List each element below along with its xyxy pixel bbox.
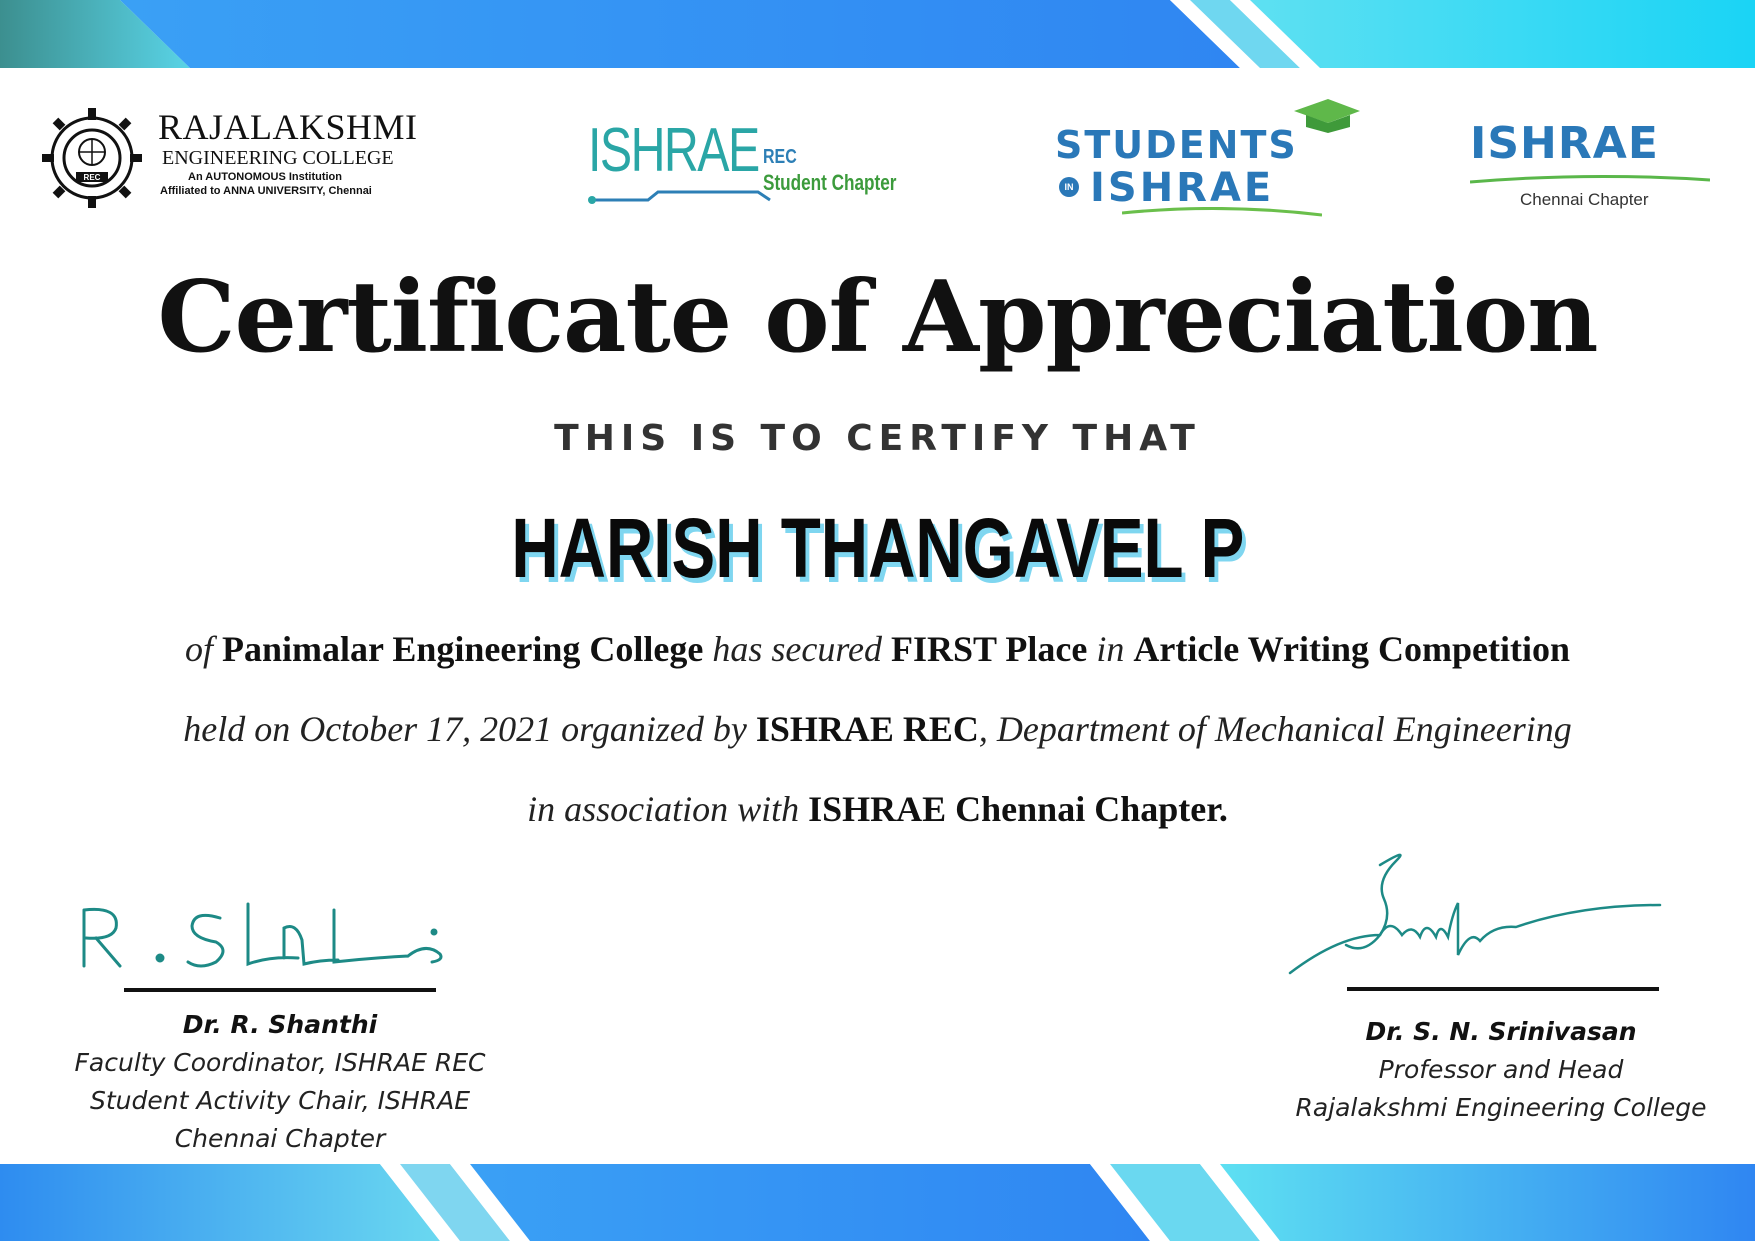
body-line-2: held on October 17, 2021 organized by ISHRAE REC, Department of Mechanical Engineering [183,709,1572,749]
left-signatory-role2: Student Activity Chair, ISHRAE [90,1086,470,1115]
ishrae-rec-logo [588,116,897,218]
body-line-3: in association with ISHRAE Chennai Chapter. [527,789,1228,829]
ishrae-rec-tag: REC [763,146,797,168]
signature-srinivasan-icon [1280,845,1720,975]
left-signatory-details [70,1006,490,1158]
swoosh-icon [1122,207,1322,221]
left-signatory-name: Dr. R. Shanthi [182,1010,378,1039]
ishrae-rec-main: ISHRAE [588,116,759,185]
right-signatory-details [1280,1013,1722,1127]
signature-line [1347,987,1659,991]
placement: FIRST Place [891,629,1088,669]
graduation-cap-icon [1292,95,1362,135]
swoosh-icon [1470,172,1710,186]
rajalakshmi-logo [40,100,418,220]
organizer: ISHRAE REC [755,709,979,749]
ishrae-chennai-main: ISHRAE [1470,118,1659,169]
rec-subtitle: ENGINEERING COLLEGE [162,147,394,169]
college-name: Panimalar Engineering College [222,629,704,669]
rec-seal-icon [40,106,144,210]
recipient-name: HARISH THANGAVEL P [511,501,1244,595]
rec-affiliation: Affiliated to ANNA UNIVERSITY, Chennai [160,185,372,197]
association: ISHRAE Chennai Chapter. [808,789,1228,829]
left-signatory-role1: Faculty Coordinator, ISHRAE REC [74,1048,486,1077]
signature-shanthi-icon [70,880,490,980]
signature-line [124,988,436,992]
rec-autonomous: An AUTONOMOUS Institution [188,171,342,183]
bottom-decorative-band [0,1164,1755,1241]
left-signatory-role3: Chennai Chapter [174,1124,386,1153]
right-signatory-name: Dr. S. N. Srinivasan [1365,1017,1637,1046]
ishrae-chennai-sub: Chennai Chapter [1520,190,1649,209]
body-line-1: of Panimalar Engineering College has secured FIRST Place in Article Writing Competition [185,629,1570,669]
event-name: Article Writing Competition [1133,629,1570,669]
left-signature-block [70,880,490,1153]
ishrae-chennai-logo [1470,118,1710,218]
top-decorative-band [0,0,1755,68]
students-line2: ISHRAE [1090,165,1275,211]
students-in-badge: IN [1059,177,1079,197]
recipient-name-wrap [0,500,1755,597]
right-signature-block [1280,845,1720,1122]
students-line1: STUDENTS [1055,123,1298,167]
svg-text:REC: REC [83,173,101,182]
right-signatory-role1: Professor and Head [1378,1055,1624,1084]
ishrae-rec-sub: Student Chapter [763,170,897,195]
certificate-title: Certificate of Appreciation [157,260,1598,375]
certify-heading: THIS IS TO CERTIFY THAT [554,418,1201,459]
rec-name: RAJALAKSHMI [158,107,418,147]
students-in-ishrae-logo [1052,95,1372,225]
right-signatory-role2: Rajalakshmi Engineering College [1295,1093,1707,1122]
circuit-line-icon [588,186,788,208]
